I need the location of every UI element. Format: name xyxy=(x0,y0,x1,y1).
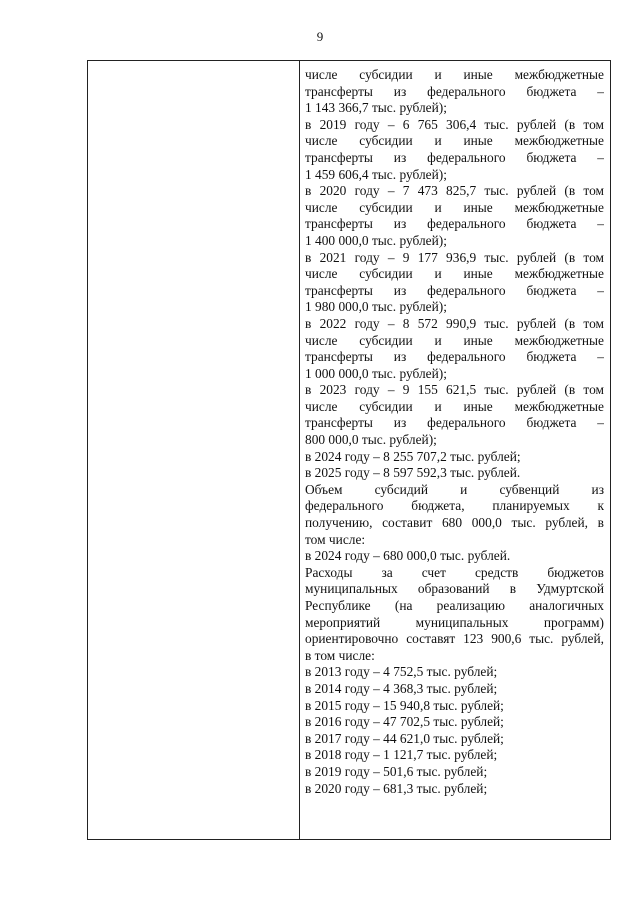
text-line: в 2025 году – 8 597 592,3 тыс. рублей. xyxy=(305,465,521,481)
text-line: в 2017 году – 44 621,0 тыс. рублей; xyxy=(305,730,504,746)
text-line: числе субсидии и иные межбюджетные xyxy=(305,266,604,282)
text-line: в 2024 году – 8 255 707,2 тыс. рублей; xyxy=(305,448,521,464)
text-line: ориентировочно составят 123 900,6 тыс. рублей, xyxy=(305,631,604,647)
text-line: том числе: xyxy=(305,531,366,547)
table-right-column xyxy=(305,67,604,797)
text-line: трансферты из федерального бюджета – xyxy=(305,216,604,232)
text-line: числе субсидии и иные межбюджетные xyxy=(305,398,604,414)
text-line: 800 000,0 тыс. рублей); xyxy=(305,432,437,448)
text-line: Расходы за счет средств бюджетов xyxy=(305,564,604,580)
text-line: в 2015 году – 15 940,8 тыс. рублей; xyxy=(305,697,504,713)
text-line: в 2019 году – 501,6 тыс. рублей; xyxy=(305,763,488,779)
text-line: мероприятий муниципальных программ) xyxy=(305,614,604,630)
text-line: трансферты из федерального бюджета – xyxy=(305,149,604,165)
page-number: 9 xyxy=(316,29,324,44)
text-line: в 2018 году – 1 121,7 тыс. рублей; xyxy=(305,747,498,763)
text-line: 1 980 000,0 тыс. рублей); xyxy=(305,299,447,315)
text-line: муниципальных образований в Удмуртской xyxy=(305,581,604,597)
table-left-column xyxy=(88,61,299,839)
text-line: федерального бюджета, планируемых к xyxy=(305,498,604,514)
text-line: числе субсидии и иные межбюджетные xyxy=(305,199,604,215)
text-line: в том числе: xyxy=(305,647,375,663)
text-line: 1 000 000,0 тыс. рублей); xyxy=(305,365,447,381)
text-line: в 2019 году – 6 765 306,4 тыс. рублей (в том xyxy=(305,116,604,132)
text-line: Республике (на реализацию аналогичных xyxy=(305,598,604,613)
text-line: в 2024 году – 680 000,0 тыс. рублей. xyxy=(305,548,511,564)
text-line: трансферты из федерального бюджета – xyxy=(305,282,604,298)
text-line: числе субсидии и иные межбюджетные xyxy=(305,133,604,149)
text-line: числе субсидии и иные межбюджетные xyxy=(305,67,604,82)
column-divider xyxy=(299,61,300,839)
text-line: в 2021 году – 9 177 936,9 тыс. рублей (в том xyxy=(305,249,604,265)
text-line: 1 143 366,7 тыс. рублей); xyxy=(305,100,447,116)
document-table xyxy=(87,60,611,840)
text-line: трансферты из федерального бюджета – xyxy=(305,415,604,431)
text-line: 1 459 606,4 тыс. рублей); xyxy=(305,166,447,182)
text-line: в 2020 году – 7 473 825,7 тыс. рублей (в том xyxy=(305,183,604,199)
text-line: в 2016 году – 47 702,5 тыс. рублей; xyxy=(305,714,504,730)
text-line: в 2023 году – 9 155 621,5 тыс. рублей (в том xyxy=(305,382,604,398)
text-line: числе субсидии и иные межбюджетные xyxy=(305,332,604,348)
text-line: трансферты из федерального бюджета – xyxy=(305,83,604,99)
text-line: в 2013 году – 4 752,5 тыс. рублей; xyxy=(305,664,498,680)
text-line: 1 400 000,0 тыс. рублей); xyxy=(305,232,447,248)
text-line: в 2020 году – 681,3 тыс. рублей; xyxy=(305,780,488,796)
text-line: получению, составит 680 000,0 тыс. рублей, в xyxy=(305,515,604,531)
text-line: Объем субсидий и субвенций из xyxy=(305,481,604,497)
text-line: трансферты из федерального бюджета – xyxy=(305,349,604,365)
text-line: в 2022 году – 8 572 990,9 тыс. рублей (в том xyxy=(305,315,604,331)
text-line: в 2014 году – 4 368,3 тыс. рублей; xyxy=(305,680,498,696)
